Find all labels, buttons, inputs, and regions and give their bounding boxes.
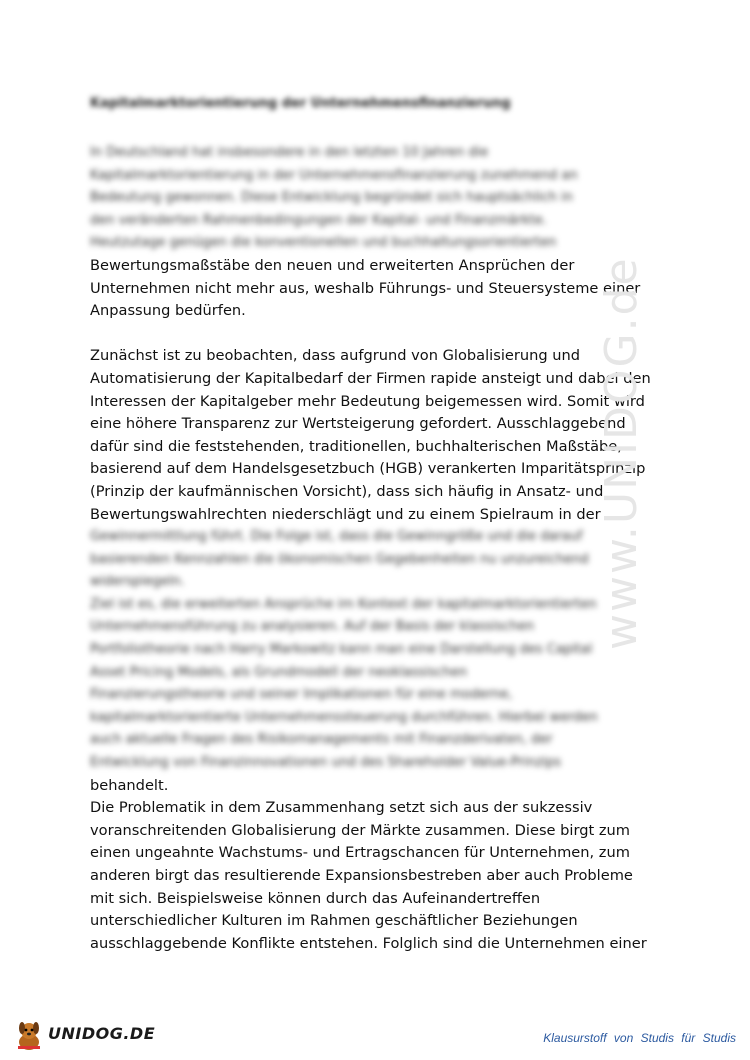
text-line: dafür sind die feststehenden, traditionellen, buchhalterischen Maßstäbe, xyxy=(90,437,622,455)
blurred-text-line: Heutzutage genügen die konventionellen und buchhaltungsorientierten xyxy=(90,235,557,251)
text-line: Interessen der Kapitalgeber mehr Bedeutung beigemessen wird. Somit wird xyxy=(90,392,645,410)
footer-slogan: Klausurstoff von Studis für Studis xyxy=(543,1031,736,1045)
text-line: voranschreitenden Globalisierung der Märkte zusammen. Diese birgt zum xyxy=(90,821,630,839)
text-line: Die Problematik in dem Zusammenhang setzt sich aus der sukzessiv xyxy=(90,799,593,817)
blurred-text-line: den veränderten Rahmenbedingungen der Kapital- und Finanzmärkte. xyxy=(90,212,547,228)
text-line: mit sich. Beispielsweise können durch das Aufeinandertreffen xyxy=(90,889,541,907)
blurred-text-line: basierenden Kennzahlen die ökonomischen Gegebenheiten nu unzureichend xyxy=(90,551,589,567)
logo-text: UNIDOG.DE xyxy=(48,1024,156,1043)
text-line: Unternehmen nicht mehr aus, weshalb Führungs- und Steuersysteme einer xyxy=(90,279,641,297)
blurred-text-line: Unternehmensführung zu analysieren. Auf der Basis der klassischen xyxy=(90,619,535,635)
watermark-text: www.UNIDOG.de xyxy=(596,256,647,650)
text-line: einen ungeahnte Wachstums- und Ertragschancen für Unternehmen, zum xyxy=(90,844,630,862)
blurred-text-line: auch aktuelle Fragen des Risikomanagements mit Finanzderivaten, der xyxy=(90,732,553,748)
text-line: basierend auf dem Handelsgesetzbuch (HGB) verankerten Imparitätsprinzip xyxy=(90,460,646,478)
text-line: Anpassung bedürfen. xyxy=(90,302,246,320)
document-heading: Kapitalmarktorientierung der Unternehmensfinanzierung xyxy=(90,96,511,111)
text-line: ausschlaggebende Konflikte entstehen. Folglich sind die Unternehmen einer xyxy=(90,934,647,952)
text-line: Zunächst ist zu beobachten, dass aufgrund von Globalisierung und xyxy=(90,347,581,365)
blurred-text-line: Entwicklung von Finanzinnovationen und des Shareholder Value-Prinzips xyxy=(90,755,562,771)
text-line: unterschiedlicher Kulturen im Rahmen geschäftlicher Beziehungen xyxy=(90,912,578,930)
text-line: (Prinzip der kaufmännischen Vorsicht), dass sich häufig in Ansatz- und xyxy=(90,482,604,500)
text-line: behandelt. xyxy=(90,776,169,794)
text-line: Bewertungsmaßstäbe den neuen und erweiterten Ansprüchen der xyxy=(90,256,575,274)
text-line: Bewertungswahlrechten niederschlägt und zu einem Spielraum in der xyxy=(90,505,601,523)
blurred-text-line: Asset Pricing Models, als Grundmodell der neoklassischen xyxy=(90,664,468,680)
text-line: Automatisierung der Kapitalbedarf der Firmen rapide ansteigt und dabei den xyxy=(90,369,651,387)
blurred-text-line: Bedeutung gewonnen. Diese Entwicklung begründet sich hauptsächlich in xyxy=(90,190,573,206)
text-line: eine höhere Transparenz zur Wertsteigerung gefordert. Ausschlaggebend xyxy=(90,415,626,433)
blurred-text-line: kapitalmarktorientierte Unternehmenssteuerung durchführen. Hierbei werden xyxy=(90,709,598,725)
text-line: anderen birgt das resultierende Expansionsbestreben aber auch Probleme xyxy=(90,867,633,884)
blurred-text-line: Kapitalmarktorientierung in der Unternehmensfinanzierung zunehmend an xyxy=(90,167,578,183)
blurred-text-line: Finanzierungstheorie und seiner Implikationen für eine moderne, xyxy=(90,687,513,703)
blurred-text-line: Portfoliotheorie nach Harry Markowitz kann man eine Darstellung des Capital xyxy=(90,642,593,658)
blurred-text-line: In Deutschland hat insbesondere in den letzten 10 Jahren die xyxy=(90,145,489,160)
unidog-logo[interactable] xyxy=(14,1018,164,1052)
blurred-text-line: widerspiegeln. xyxy=(90,574,185,590)
dog-logo-icon xyxy=(14,1018,44,1052)
blurred-text-line: Ziel ist es, die erweiterten Ansprüche im Kontext der kapitalmarktorientierten xyxy=(90,596,597,612)
blurred-text-line: Gewinnermittlung führt. Die Folge ist, dass die Gewinngröße und die darauf xyxy=(90,529,583,545)
